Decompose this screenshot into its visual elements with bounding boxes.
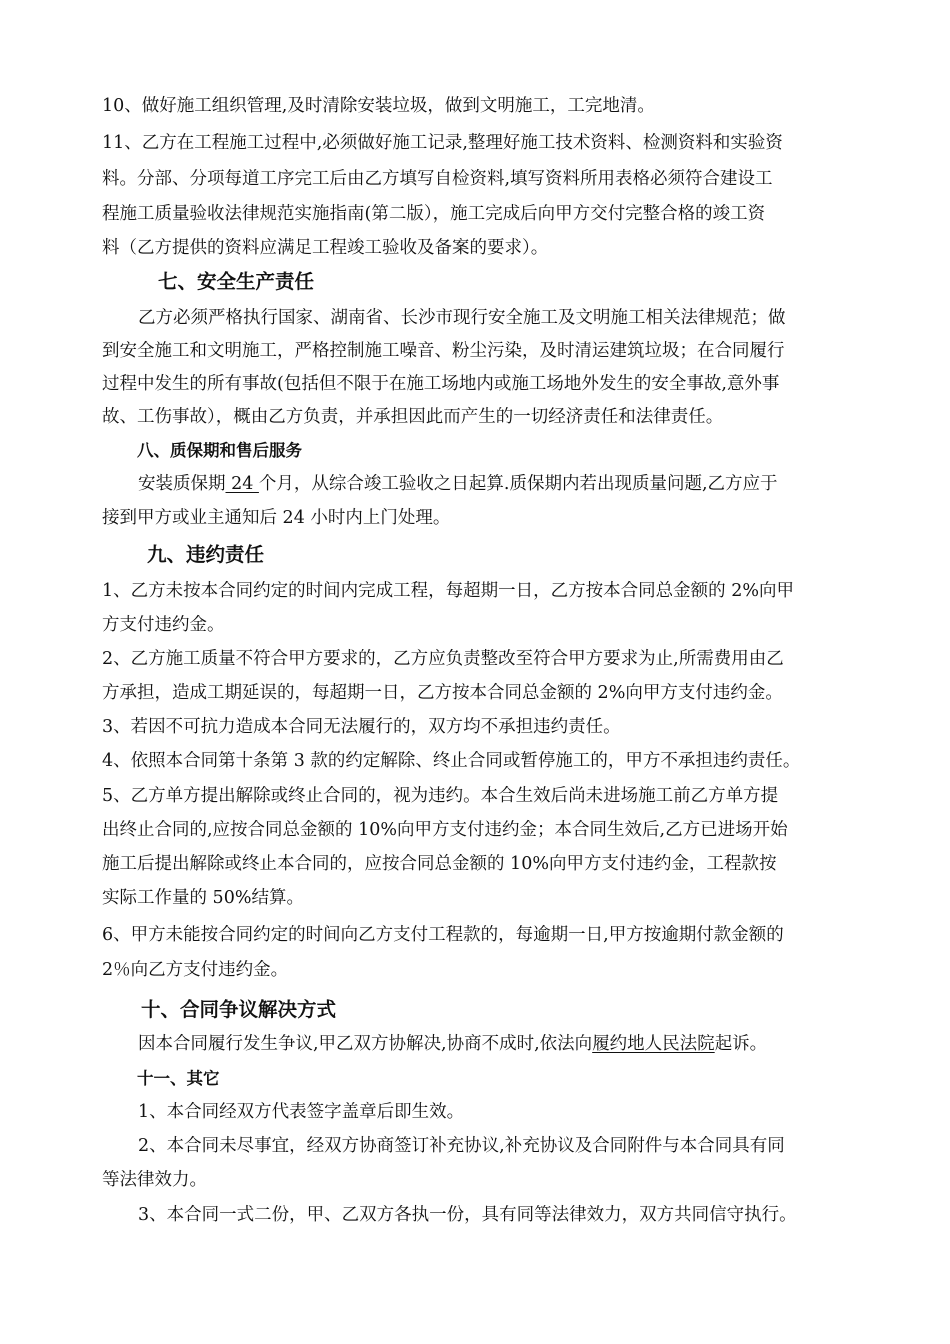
section-heading-9: 九、违约责任 xyxy=(147,543,265,566)
paragraph-line: 出终止合同的,应按合同总金额的 10%向甲方支付违约金；本合同生效后,乙方已进场开始 xyxy=(102,820,788,840)
dispute-line xyxy=(138,1036,767,1054)
other-clause-2: 2、本合同未尽事宜，经双方协商签订补充协议,补充协议及合同附件与本合同具有同 xyxy=(138,1136,785,1156)
section-heading-8: 八、质保期和售后服务 xyxy=(137,441,302,460)
paragraph-line: 乙方必须严格执行国家、湖南省、长沙市现行安全施工及文明施工相关法律规范；做 xyxy=(138,308,786,328)
paragraph-line: 等法律效力。 xyxy=(102,1170,207,1190)
section-heading-7: 七、安全生产责任 xyxy=(158,270,315,293)
warranty-months: 24 xyxy=(225,474,259,494)
breach-clause-5: 5、乙方单方提出解除或终止合同的，视为违约。本合生效后尚未进场施工前乙方单方提 xyxy=(102,786,779,806)
dispute-text-a: 因本合同履行发生争议,甲乙双方协解决,协商不成时,依法向 xyxy=(138,1034,593,1054)
warranty-text-a: 安装质保期 xyxy=(138,474,226,494)
other-clause-1: 1、本合同经双方代表签字盖章后即生效。 xyxy=(138,1102,465,1122)
clause-10: 10、做好施工组织管理,及时清除安装垃圾，做到文明施工，工完地清。 xyxy=(102,96,655,116)
paragraph-line: 实际工作量的 50%结算。 xyxy=(102,888,304,908)
paragraph-line: 到安全施工和文明施工，严格控制施工噪音、粉尘污染，及时清运建筑垃圾；在合同履行 xyxy=(102,341,785,361)
paragraph-line: 故、工伤事故），概由乙方负责，并承担因此而产生的一切经济责任和法律责任。 xyxy=(102,407,724,427)
section-heading-10: 十、合同争议解决方式 xyxy=(141,998,337,1021)
warranty-line xyxy=(138,476,778,494)
breach-clause-2: 2、乙方施工质量不符合甲方要求的，乙方应负责整改至符合甲方要求为止,所需费用由乙 xyxy=(102,649,784,669)
dispute-text-b: 起诉。 xyxy=(714,1034,768,1054)
paragraph-line: 方承担，造成工期延误的，每超期一日，乙方按本合同总金额的 2%向甲方支付违约金。 xyxy=(102,683,783,703)
paragraph-line: 程施工质量验收法律规范实施指南(第二版），施工完成后向甲方交付完整合格的竣工资 xyxy=(102,204,766,224)
paragraph-line: 施工后提出解除或终止本合同的，应按合同总金额的 10%向甲方支付违约金，工程款按 xyxy=(102,854,777,874)
court-name: 履约地人民法院 xyxy=(592,1034,715,1054)
clause-11: 11、乙方在工程施工过程中,必须做好施工记录,整理好施工技术资料、检测资料和实验资 xyxy=(102,133,783,153)
paragraph-line: 料（乙方提供的资料应满足工程竣工验收及备案的要求）。 xyxy=(102,238,549,258)
warranty-text-b: 个月，从综合竣工验收之日起算.质保期内若出现质量问题,乙方应于 xyxy=(258,474,778,494)
paragraph-line: 过程中发生的所有事故(包括但不限于在施工场地内或施工场地外发生的安全事故,意外事 xyxy=(102,374,780,394)
section-heading-11: 十一、其它 xyxy=(137,1069,220,1088)
breach-clause-3: 3、若因不可抗力造成本合同无法履行的，双方均不承担违约责任。 xyxy=(102,717,621,737)
other-clause-3: 3、本合同一式二份，甲、乙双方各执一份，具有同等法律效力，双方共同信守执行。 xyxy=(138,1205,797,1225)
breach-clause-6: 6、甲方未能按合同约定的时间向乙方支付工程款的，每逾期一日,甲方按逾期付款金额的 xyxy=(102,925,784,945)
breach-clause-1: 1、乙方未按本合同约定的时间内完成工程，每超期一日，乙方按本合同总金额的 2%向甲 xyxy=(102,581,794,601)
paragraph-line: 接到甲方或业主通知后 24 小时内上门处理。 xyxy=(102,508,451,528)
paragraph-line: 2％向乙方支付违约金。 xyxy=(102,960,289,980)
paragraph-line: 料。分部、分项每道工序完工后由乙方填写自检资料,填写资料所用表格必须符合建设工 xyxy=(102,169,773,189)
paragraph-line: 方支付违约金。 xyxy=(102,615,225,635)
breach-clause-4: 4、依照本合同第十条第 3 款的约定解除、终止合同或暂停施工的，甲方不承担违约责任。 xyxy=(102,751,801,771)
